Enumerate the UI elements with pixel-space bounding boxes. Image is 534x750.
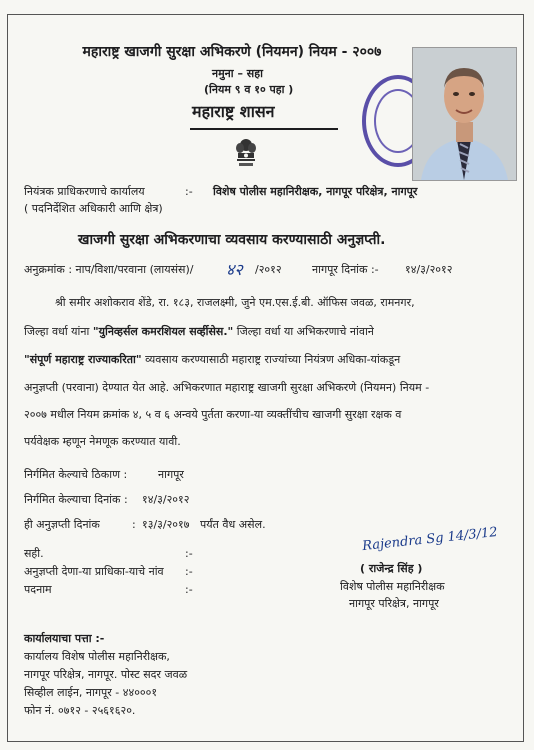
- controller-separator: :-: [185, 185, 193, 198]
- body-line-2: [24, 326, 374, 339]
- body-line-3b: व्यवसाय करण्यासाठी महाराष्ट्र राज्यांच्या नियंत्रण अधिका-यांकडून: [141, 353, 401, 366]
- reference-date-label: नागपूर दिनांक :-: [312, 263, 379, 276]
- designation-label: पदनाम: [24, 583, 52, 596]
- applicant-portrait-icon: [413, 48, 516, 180]
- designation-separator: :-: [185, 583, 193, 596]
- address-heading: कार्यालयाचा पत्ता :-: [24, 632, 105, 645]
- body-line-1: श्री समीर अशोकराव शेंडे, रा. १८३, राजलक्ष्मी, जुने एम.एस.ई.बी. ऑफिस जवळ, रामनगर,: [55, 296, 415, 309]
- address-line-3: सिव्हील लाईन, नागपूर - ४४०००१: [24, 686, 158, 699]
- issuer-name-label: अनुज्ञप्ती देणा-या प्राधिका-याचे नांव: [24, 565, 164, 578]
- jurisdiction-text: "संपूर्ण महाराष्ट्र राज्याकरिता": [24, 353, 142, 366]
- controller-sublabel: ( पदनिर्देशित अधिकारी आणि क्षेत्र): [24, 202, 163, 215]
- signature-separator: :-: [185, 547, 193, 560]
- validity-date: १३/३/२०१७: [142, 518, 190, 531]
- validity-separator: :: [132, 518, 136, 531]
- reference-year: /२०१२: [255, 263, 282, 276]
- body-line-3: [24, 354, 400, 367]
- address-phone: फोन नं. ०७१२ - २५६१६२०.: [24, 704, 136, 717]
- signatory-post-line-1: विशेष पोलीस महानिरीक्षक: [340, 580, 445, 593]
- reference-number: ४२: [226, 260, 243, 279]
- form-number: [212, 68, 263, 81]
- reference-date: १४/३/२०१२: [405, 263, 453, 276]
- handwritten-signature: Rajendra Sg 14/3/12: [361, 524, 499, 555]
- issue-date: १४/३/२०१२: [142, 493, 190, 506]
- body-line-5: २००७ मधील नियम क्रमांक ४, ५ व ६ अन्वये पुर्तता करणा-या व्यक्तींचीच खाजगी सुरक्षा रक्षक व: [24, 408, 402, 421]
- government-heading: महाराष्ट्र शासन: [192, 102, 275, 121]
- issuer-name-separator: :-: [185, 565, 193, 578]
- signature-label: सही.: [24, 547, 44, 560]
- body-line-2a: जिल्हा वर्धा यांना: [24, 325, 93, 338]
- validity-label: ही अनुज्ञप्ती दिनांक: [24, 518, 100, 531]
- government-heading-underline: [190, 128, 338, 130]
- issue-place: नागपूर: [158, 468, 184, 481]
- body-line-2c: जिल्हा वर्धा या अभिकरणाचे नांवाने: [233, 325, 374, 338]
- issue-date-label: निर्गमित केल्याचा दिनांक :: [24, 493, 128, 506]
- signatory-post-line-2: नागपूर परिक्षेत्र, नागपूर: [349, 597, 439, 610]
- address-line-2: नागपूर परिक्षेत्र, नागपूर. पोस्ट सदर जवळ: [24, 668, 188, 681]
- address-line-1: कार्यालय विशेष पोलीस महानिरीक्षक,: [24, 650, 170, 663]
- signatory-name: ( राजेन्द्र सिंह ): [360, 562, 423, 575]
- validity-suffix: पर्यंत वैध असेल.: [200, 518, 266, 531]
- body-line-4: अनुज्ञप्ती (परवाना) देण्यात येत आहे. अभिकरणात महाराष्ट्र खाजगी सुरक्षा अभिकरणे (नियमन) नियम -: [24, 381, 430, 394]
- reference-label: अनुक्रमांक : नाप/विशा/परवाना (लायसंस)/: [24, 263, 194, 276]
- controller-label: नियंत्रक प्राधिकरणाचे कार्यालय: [24, 185, 145, 198]
- controller-value: विशेष पोलीस महानिरीक्षक, नागपूर परिक्षेत्र, नागपूर: [213, 185, 418, 198]
- document-title: महाराष्ट्र खाजगी सुरक्षा अभिकरणे (नियमन) नियम - २००७: [82, 44, 382, 60]
- applicant-photo: [412, 47, 517, 181]
- agency-name: "युनिव्हर्सल कमरशियल सर्व्हीसेस.": [92, 325, 234, 338]
- license-title: खाजगी सुरक्षा अभिकरणाचा व्यवसाय करण्यासाठी अनुज्ञप्ती.: [78, 232, 386, 248]
- national-emblem-icon: [233, 137, 259, 171]
- issue-place-label: निर्गमित केल्याचे ठिकाण :: [24, 468, 128, 481]
- body-line-6: पर्यवेक्षक म्हणून नेमणूक करण्यात यावी.: [24, 435, 181, 448]
- form-number-text: नमुना – सहा: [212, 67, 263, 80]
- rule-reference: (नियम ९ व १० पहा ): [204, 83, 294, 96]
